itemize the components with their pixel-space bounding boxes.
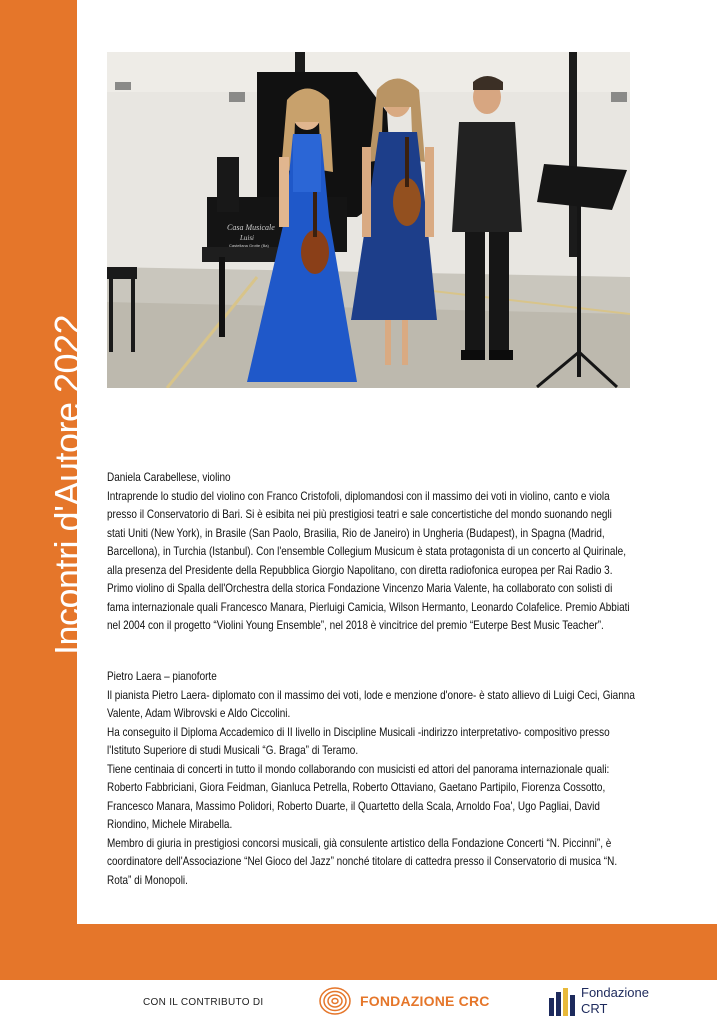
bio-line: Roberto Fabbriciani, Giora Feidman, Gianluca Petrella, Roberto Ottaviano, Gaetano Partipilo, Fiorenza Cossotto, <box>107 781 606 794</box>
bio-heading: Daniela Carabellese, violino <box>107 471 231 484</box>
bio-line: Il pianista Pietro Laera- diplomato con il massimo dei voti, lode e menzione d'onore- è stato allievo di Luigi Ceci, Gianna <box>107 688 635 702</box>
bio-line: Primo violino di Spalla dell'Orchestra della storica Fondazione Vincenzo Maria Valente, ha collaborato con solisti di <box>107 582 613 595</box>
bio-daniela-carabellese <box>107 469 681 636</box>
bio-line: stati Uniti (New York), in Brasile (San Paolo, Brasilia, Rio de Janeiro) in Ungheria (Budapest), in Spagna (Madrid, <box>107 526 605 540</box>
fondazione-crt-logo-icon <box>547 986 577 1016</box>
piano-lettering-2: Luisi <box>240 234 255 242</box>
bio-line: Rota” di Monopoli. <box>107 873 188 887</box>
bio-line: presso il Conservatorio di Bari. Si è esibita nei più prestigiosi teatri e sale concertistiche del mondo suonando negli <box>107 508 612 521</box>
bio-line: Membro di giuria in prestigiosi concorsi musicali, già consulente artistico della Fondazione Concerti “N. Piccinni”, è <box>107 836 612 850</box>
piano-lettering-3: Castellana Grotte (Ba) <box>229 243 269 248</box>
fondazione-crc-logo-icon <box>318 986 352 1016</box>
bio-line: Riondino, Michele Mirabella. <box>107 818 233 831</box>
bio-line: Valente, Adam Wibrovski e Aldo Ciccolini. <box>107 707 291 720</box>
bio-line: fama internazionale quali Francesco Manara, Pierluigi Camicia, Wilson Hermanto, Leonardo Colafelice. Premio Abbiati <box>107 600 630 614</box>
bottom-orange-band <box>0 924 717 980</box>
bio-line: l'Istituto Superiore di studi Musicali “G. Braga” di Teramo. <box>107 744 359 757</box>
contribution-label: CON IL CONTRIBUTO DI <box>143 997 264 1008</box>
performers-photo <box>107 52 630 388</box>
bio-pietro-laera <box>107 668 681 890</box>
fondazione-crt-line1: Fondazione <box>581 985 649 1000</box>
bio-line: Barcellona), in Turchia (Istanbul). Con l'ensemble Collegium Musicum è stata protagonista di un concerto al Quirinale, <box>107 545 626 558</box>
bio-line: Intraprende lo studio del violino con Franco Cristofoli, diplomandosi con il massimo dei voti in violino, canto e viola <box>107 489 610 503</box>
piano-lettering-1: Casa Musicale <box>227 223 275 232</box>
bio-line: coordinatore dell'Associazione “Nel Gioco del Jazz” nonché titolare di cattedra presso il Conservatorio di musica “N. <box>107 855 618 868</box>
bio-line: Ha conseguito il Diploma Accademico di II livello in Discipline Musicali -indirizzo interpretativo- compositivo presso <box>107 725 610 739</box>
bio-line: alla presenza del Presidente della Repubblica Giorgio Napolitano, con diretta radiofonica europea per Rai Radio 3. <box>107 563 613 577</box>
bio-heading: Pietro Laera – pianoforte <box>107 670 217 683</box>
vertical-title: Incontri d'Autore 2022 <box>47 314 88 655</box>
bio-line: Tiene centinaia di concerti in tutto il mondo collaborando con musicisti ed attori del panorama internazionale quali: <box>107 762 610 776</box>
bio-line: nel 2004 con il progetto “Violini Young Ensemble”, nel 2018 è vincitrice del premio “Euterpe Best Music Teacher”. <box>107 619 604 632</box>
fondazione-crt-line2: CRT <box>581 1001 608 1016</box>
fondazione-crc-label: FONDAZIONE CRC <box>360 993 490 1009</box>
bio-line: Francesco Manara, Massimo Polidori, Roberto Duarte, il Quartetto della Scala, Arnoldo Foa', Ugo Pagliai, David <box>107 799 600 813</box>
